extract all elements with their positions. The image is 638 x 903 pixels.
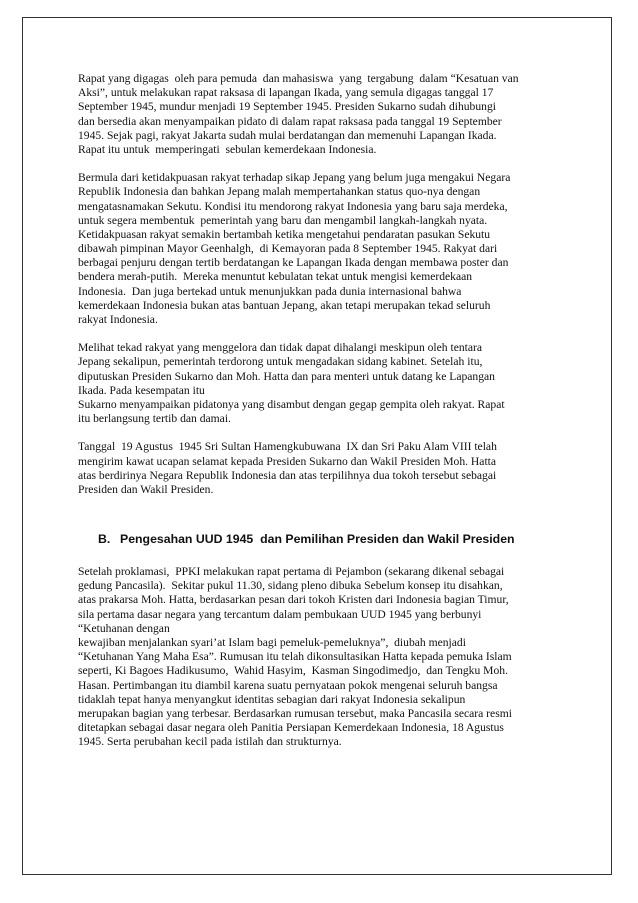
text-line: 1945. Sejak pagi, rakyat Jakarta sudah mulai berdatangan dan memenuhi Lapangan Ikada.	[78, 128, 497, 142]
text-line: kewajiban menjalankan syari’at Islam bagi pemeluk-pemeluknya”, diubah menjadi	[78, 636, 466, 649]
text-line: Tanggal 19 Agustus 1945 Sri Sultan Hamengkubuwana IX dan Sri Paku Alam VIII telah	[78, 440, 497, 454]
section-letter: B.	[98, 532, 111, 547]
text-line: Aksi”, untuk melakukan rapat raksasa di lapangan Ikada, yang semula digagas tanggal 17	[78, 86, 494, 100]
text-line: dibawah pimpinan Mayor Geenhalgh, di Kemayoran pada 8 September 1945. Rakyat dari	[78, 242, 498, 256]
text-line: mengirim kawat ucapan selamat kepada Presiden Sukarno dan Wakil Presiden Moh. Hatta	[78, 454, 497, 468]
paragraph-pengesahan-uud	[78, 565, 564, 749]
text-line: “Ketuhanan dengan	[78, 621, 170, 635]
text-line: Rapat yang digagas oleh para pemuda dan mahasiswa yang tergabung dalam “Kesatuan van	[78, 72, 519, 85]
text-line: merupakan bagian yang terbesar. Berdasarkan rumusan tersebut, maka Pancasila secara resmi	[78, 706, 512, 720]
text-line: gedung Pancasila). Sekitar pukul 11.30, sidang pleno dibuka Sebelum konsep itu disahkan,	[78, 579, 503, 593]
text-line: Ketidakpuasan rakyat semakin bertambah ketika mengetahui pendaratan pasukan Sekutu	[78, 227, 491, 241]
text-line: atas berdirinya Negara Republik Indonesia dan atas terpilihnya dua tokoh tersebut sebagai	[78, 468, 497, 482]
text-line: “Ketuhanan Yang Maha Esa”. Rumusan itu telah dikonsultasikan Hatta kepada pemuka Islam	[78, 650, 512, 664]
text-line: Melihat tekad rakyat yang menggelora dan tidak dapat dihalangi meskipun oleh tentara	[78, 341, 483, 355]
text-line: Sukarno menyampaikan pidatonya yang disambut dengan gegap gempita oleh rakyat. Rapat	[78, 397, 505, 411]
text-line: Bermula dari ketidakpuasan rakyat terhadap sikap Jepang yang belum juga mengakui Negara	[78, 171, 511, 185]
text-line: Ikada. Pada kesempatan itu	[78, 383, 205, 397]
text-line: Jepang sekalipun, pemerintah terdorong untuk mengadakan sidang kabinet. Setelah itu,	[78, 355, 483, 369]
text-line: Presiden dan Wakil Presiden.	[78, 482, 214, 496]
paragraph-ketidakpuasan	[78, 171, 564, 327]
section-title: Pengesahan UUD 1945 dan Pemilihan Presiden dan Wakil Presiden	[120, 532, 515, 547]
text-line: sila pertama dasar negara yang tercantum dalam pembukaan UUD 1945 yang berbunyi	[78, 607, 482, 621]
text-line: bendera merah-putih. Mereka menuntut kebulatan tekat untuk mengisi kemerdekaan	[78, 270, 473, 284]
text-line: atas prakarsa Moh. Hatta, berdasarkan pesan dari tokoh Kristen dari Indonesia bagian Timur,	[78, 593, 509, 607]
text-line: ditetapkan sebagai dasar negara oleh Panitia Persiapan Kemerdekaan Indonesia, 18 Agustus	[78, 721, 504, 735]
document-body	[78, 72, 564, 764]
text-line: Republik Indonesia dan bahkan Jepang malah mempertahankan status quo-nya dengan	[78, 185, 481, 199]
text-line: Hasan. Pertimbangan itu diambil karena suatu pernyataan pokok mengenai seluruh bangsa	[78, 678, 498, 692]
text-line: berbagai penjuru dengan tertib berdatangan ke Lapangan Ikada dengan membawa poster dan	[78, 256, 509, 270]
text-line: seperti, Ki Bagoes Hadikusumo, Wahid Hasyim, Kasman Singodimedjo, dan Tengku Moh.	[78, 664, 508, 678]
text-line: September 1945, mundur menjadi 19 September 1945. Presiden Sukarno sudah dihubungi	[78, 100, 496, 114]
text-line: tidaklah tepat hanya menyangkut identitas sebagian dari rakyat Indonesia sekalipun	[78, 692, 466, 706]
section-heading	[98, 531, 564, 547]
text-line: itu berlangsung tertib dan damai.	[78, 412, 231, 426]
text-line: 1945. Serta perubahan kecil pada istilah dan strukturnya.	[78, 735, 342, 749]
text-line: Setelah proklamasi, PPKI melakukan rapat pertama di Pejambon (sekarang dikenal sebagai	[78, 565, 505, 579]
text-line: mengatasnamakan Sekutu. Kondisi itu mendorong rakyat Indonesia yang baru saja merdeka,	[78, 199, 508, 213]
text-line: rakyat Indonesia.	[78, 313, 158, 326]
paragraph-rapat-ikada	[78, 72, 564, 157]
text-line: Indonesia. Dan juga bertekad untuk menunjukkan pada dunia internasional bahwa	[78, 284, 462, 298]
text-line: kemerdekaan Indonesia bukan atas bantuan Jepang, akan tetapi merupakan tekad seluruh	[78, 298, 491, 312]
paragraph-ucapan-selamat	[78, 440, 564, 497]
text-line: untuk segera membentuk pemerintah yang baru dan mengambil langkah-langkah nyata.	[78, 213, 488, 227]
paragraph-sidang-kabinet	[78, 341, 564, 426]
text-line: Rapat itu untuk memperingati sebulan kemerdekaan Indonesia.	[78, 142, 377, 156]
text-line: dan bersedia akan menyampaikan pidato di dalam rapat raksasa pada tanggal 19 September	[78, 114, 502, 128]
text-line: diputuskan Presiden Sukarno dan Moh. Hatta dan para menteri untuk datang ke Lapangan	[78, 369, 495, 383]
